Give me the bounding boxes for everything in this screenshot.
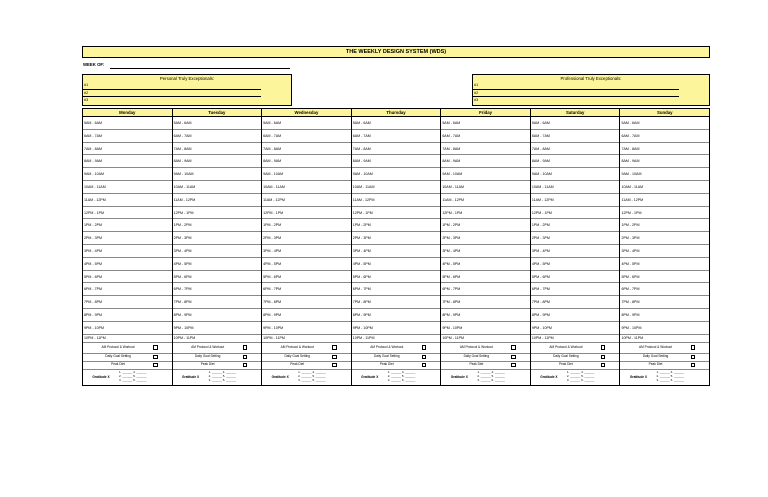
time-slot-cell[interactable]: 2PM - 3PM: [173, 232, 262, 245]
gratitude-line[interactable]: 3. ______ 6. ______: [387, 377, 416, 382]
gratitude-line[interactable]: 1. ______ 4. ______: [387, 370, 416, 375]
gratitude-lines[interactable]: [477, 371, 505, 382]
professional-line-2[interactable]: #2: [473, 90, 679, 98]
checklist-label: AM Protocol & Workout: [638, 344, 673, 349]
time-slot-cell[interactable]: 10AM - 11AM: [441, 181, 530, 194]
time-slot-cell[interactable]: 9PM - 10PM: [620, 322, 709, 335]
time-slot-cell[interactable]: 4PM - 5PM: [531, 258, 620, 271]
checkbox[interactable]: [422, 355, 427, 360]
time-slot-cell[interactable]: 6PM - 7PM: [620, 283, 709, 296]
time-slot-cell[interactable]: 8AM - 9AM: [352, 155, 441, 168]
checkbox[interactable]: [511, 363, 516, 368]
checkbox[interactable]: [243, 355, 248, 360]
time-slot-cell[interactable]: 7PM - 8PM: [352, 296, 441, 309]
gratitude-label: Gratitude X: [361, 375, 379, 380]
day-header: Sunday: [656, 110, 673, 115]
gratitude-line[interactable]: 2. ______ 5. ______: [566, 374, 595, 379]
week-of-field[interactable]: [110, 68, 290, 69]
day-column: [620, 117, 709, 385]
checklist-label: Peak Diet: [200, 362, 215, 367]
gratitude-line[interactable]: 1. ______ 4. ______: [656, 370, 684, 375]
personal-line-1[interactable]: #1: [83, 82, 261, 90]
time-slot-cell[interactable]: 7AM - 8AM: [262, 143, 351, 156]
weekly-design-sheet: [82, 46, 710, 386]
time-slot-cell[interactable]: 6AM - 7AM: [173, 130, 262, 143]
page-title: THE WEEKLY DESIGN SYSTEM (WDS): [82, 46, 710, 58]
checklist-label: AM Protocol & Workout: [370, 344, 404, 349]
time-slot-cell[interactable]: 12PM - 1PM: [173, 207, 262, 220]
time-slot-cell[interactable]: 6PM - 7PM: [441, 283, 530, 296]
time-slot-cell[interactable]: 10PM - 11PM: [352, 335, 441, 343]
day-header: Saturday: [531, 109, 621, 116]
time-slot-cell[interactable]: 4PM - 5PM: [262, 258, 351, 271]
time-slot-cell[interactable]: 5PM - 6PM: [262, 271, 351, 284]
gratitude-line[interactable]: 2. ______ 5. ______: [298, 374, 326, 379]
time-slot-cell[interactable]: 10PM - 11PM: [531, 335, 620, 343]
time-slot-cell[interactable]: 7AM - 8AM: [173, 143, 262, 156]
gratitude-line[interactable]: 2. ______ 5. ______: [119, 374, 147, 379]
time-slot-cell[interactable]: 10PM - 11PM: [83, 335, 172, 343]
checklist-row: [83, 354, 172, 362]
time-slot-cell[interactable]: 11AM - 12PM: [83, 194, 172, 207]
checklist-row: [441, 343, 530, 354]
professional-line-3[interactable]: #3: [474, 98, 479, 102]
professional-exceptionals-box: [472, 74, 710, 106]
personal-exceptionals-box: [82, 74, 292, 106]
time-slot-cell[interactable]: 5AM - 6AM: [531, 117, 620, 130]
time-slot-cell[interactable]: 7PM - 8PM: [620, 296, 709, 309]
gratitude-line[interactable]: 1. ______ 4. ______: [566, 370, 595, 375]
time-slot-cell[interactable]: 9PM - 10PM: [531, 322, 620, 335]
checklist-row: [173, 354, 262, 362]
time-slot-cell[interactable]: 8PM - 9PM: [531, 309, 620, 322]
weekly-schedule-grid: [82, 108, 710, 386]
checklist-label: Daily Goal Setting: [284, 354, 310, 359]
time-slot-cell[interactable]: 3PM - 4PM: [441, 245, 530, 258]
time-slot-cell[interactable]: 7PM - 8PM: [262, 296, 351, 309]
time-slot-cell[interactable]: 6PM - 7PM: [531, 283, 620, 296]
personal-exceptionals-header: Personal Truly Exceptionals:: [159, 76, 215, 81]
time-slot-cell[interactable]: 8AM - 9AM: [441, 155, 530, 168]
time-slot-cell[interactable]: 8PM - 9PM: [83, 309, 172, 322]
checkbox[interactable]: [332, 355, 337, 360]
day-header-row: [83, 109, 709, 117]
time-slot-cell[interactable]: 2PM - 3PM: [262, 232, 351, 245]
time-slot-cell[interactable]: 11AM - 12PM: [173, 194, 262, 207]
gratitude-lines[interactable]: [388, 371, 416, 382]
time-slot-cell[interactable]: 7AM - 8AM: [620, 143, 709, 156]
gratitude-lines[interactable]: [567, 371, 595, 382]
time-slot-cell[interactable]: 8AM - 9AM: [262, 155, 351, 168]
gratitude-line[interactable]: 1. ______ 4. ______: [208, 370, 237, 375]
time-slot-cell[interactable]: 12PM - 1PM: [83, 207, 172, 220]
checkbox[interactable]: [422, 345, 427, 350]
gratitude-line[interactable]: 3. ______ 6. ______: [298, 377, 326, 382]
time-slot-cell[interactable]: 11AM - 12PM: [620, 194, 709, 207]
checkbox[interactable]: [243, 345, 248, 350]
gratitude-line[interactable]: 3. ______ 6. ______: [119, 377, 147, 382]
day-header: Friday: [441, 109, 531, 116]
time-slot-cell[interactable]: 10AM - 11AM: [352, 181, 441, 194]
time-slot-cell[interactable]: 5PM - 6PM: [620, 271, 709, 284]
time-slot-cell[interactable]: 7AM - 8AM: [83, 143, 172, 156]
checklist-row: [262, 354, 351, 362]
time-slot-cell[interactable]: 1PM - 2PM: [173, 219, 262, 232]
time-slot-cell[interactable]: 7PM - 8PM: [441, 296, 530, 309]
gratitude-line[interactable]: 2. ______ 5. ______: [208, 374, 237, 379]
time-slot-cell[interactable]: 1PM - 2PM: [262, 219, 351, 232]
time-slot-cell[interactable]: 3PM - 4PM: [352, 245, 441, 258]
checklist-row: [531, 362, 620, 370]
checklist-label: AM Protocol & Workout: [459, 344, 493, 349]
time-slot-cell[interactable]: 7PM - 8PM: [83, 296, 172, 309]
checkbox[interactable]: [691, 363, 696, 368]
checklist-label: AM Protocol & Workout: [549, 344, 583, 349]
gratitude-label: Gratitude X: [629, 375, 648, 380]
time-slot-cell[interactable]: 6AM - 7AM: [441, 130, 530, 143]
checklist-label: Daily Goal Setting: [194, 354, 221, 359]
checklist-label: Peak Diet: [648, 362, 663, 367]
gratitude-row: [441, 370, 530, 385]
time-slot-cell[interactable]: 9AM - 10AM: [352, 168, 441, 181]
gratitude-row: [531, 370, 620, 385]
checkbox[interactable]: [511, 345, 516, 350]
checklist-row: [352, 343, 441, 354]
day-columns: [83, 117, 709, 385]
time-slot-cell[interactable]: 9PM - 10PM: [441, 322, 530, 335]
checklist-label: Daily Goal Setting: [642, 354, 669, 359]
time-slot-cell[interactable]: 6PM - 7PM: [352, 283, 441, 296]
checkbox[interactable]: [601, 363, 606, 368]
time-slot-cell[interactable]: 9PM - 10PM: [173, 322, 262, 335]
time-slot-cell[interactable]: 8PM - 9PM: [262, 309, 351, 322]
time-slot-cell[interactable]: 2PM - 3PM: [531, 232, 620, 245]
checklist-row: [83, 343, 172, 354]
checklist-label: AM Protocol & Workout: [191, 344, 225, 349]
time-slot-cell[interactable]: 11AM - 12PM: [352, 194, 441, 207]
checklist-row: [441, 354, 530, 362]
checklist-row: [441, 362, 530, 370]
gratitude-label: Gratitude X: [540, 375, 558, 380]
day-header: Monday: [83, 109, 173, 116]
time-slot-cell[interactable]: 1PM - 2PM: [620, 219, 709, 232]
time-slot-cell[interactable]: 5PM - 6PM: [83, 271, 172, 284]
time-slot-cell[interactable]: 10AM - 11AM: [83, 181, 172, 194]
time-slot-cell[interactable]: 9AM - 10AM: [441, 168, 530, 181]
time-slot-cell[interactable]: 1PM - 2PM: [531, 219, 620, 232]
time-slot-cell[interactable]: 11AM - 12PM: [441, 194, 530, 207]
time-slot-cell[interactable]: 10PM - 11PM: [620, 335, 709, 343]
gratitude-label: Gratitude X: [181, 375, 200, 380]
time-slot-cell[interactable]: 4PM - 5PM: [441, 258, 530, 271]
checklist-row: [262, 343, 351, 354]
day-column: [352, 117, 442, 385]
checklist-label: Daily Goal Setting: [463, 354, 490, 359]
gratitude-lines[interactable]: [298, 371, 326, 382]
time-slot-cell[interactable]: 6AM - 7AM: [531, 130, 620, 143]
time-slot-cell[interactable]: 5AM - 6AM: [173, 117, 262, 130]
checkbox[interactable]: [601, 345, 606, 350]
time-slot-cell[interactable]: 6PM - 7PM: [173, 283, 262, 296]
gratitude-lines[interactable]: [656, 371, 684, 382]
time-slot-cell[interactable]: 7PM - 8PM: [531, 296, 620, 309]
checklist-row: [173, 343, 262, 354]
day-header: Tuesday: [173, 109, 263, 116]
time-slot-cell[interactable]: 4PM - 5PM: [620, 258, 709, 271]
time-slot-cell[interactable]: 6AM - 7AM: [262, 130, 351, 143]
gratitude-row: [83, 370, 172, 385]
time-slot-cell[interactable]: 12PM - 1PM: [441, 207, 530, 220]
gratitude-line[interactable]: 2. ______ 5. ______: [477, 374, 505, 379]
checkbox[interactable]: [601, 355, 606, 360]
gratitude-line[interactable]: 1. ______ 4. ______: [298, 370, 326, 375]
day-header: Thursday: [352, 109, 442, 116]
gratitude-line[interactable]: 3. ______ 6. ______: [656, 377, 684, 382]
checklist-row: [531, 343, 620, 354]
checklist-row: [352, 354, 441, 362]
time-slot-cell[interactable]: 5PM - 6PM: [531, 271, 620, 284]
week-of-label: WEEK OF:: [83, 62, 105, 67]
time-slot-cell[interactable]: 4PM - 5PM: [173, 258, 262, 271]
gratitude-line[interactable]: 2. ______ 5. ______: [387, 374, 416, 379]
gratitude-line[interactable]: 1. ______ 4. ______: [119, 370, 147, 375]
time-slot-cell[interactable]: 9AM - 10AM: [173, 168, 262, 181]
time-slot-cell[interactable]: 1PM - 2PM: [441, 219, 530, 232]
gratitude-line[interactable]: 2. ______ 5. ______: [656, 374, 684, 379]
checkbox[interactable]: [243, 363, 248, 368]
time-slot-cell[interactable]: 11AM - 12PM: [262, 194, 351, 207]
time-slot-cell[interactable]: 5AM - 6AM: [352, 117, 441, 130]
time-slot-cell[interactable]: 10AM - 11AM: [173, 181, 262, 194]
exceptionals-row: [82, 74, 710, 106]
time-slot-cell[interactable]: 1PM - 2PM: [352, 219, 441, 232]
time-slot-cell[interactable]: 9PM - 10PM: [83, 322, 172, 335]
time-slot-cell[interactable]: 8PM - 9PM: [173, 309, 262, 322]
checkbox[interactable]: [153, 345, 158, 350]
time-slot-cell[interactable]: 10AM - 11AM: [262, 181, 351, 194]
gratitude-line[interactable]: 3. ______ 6. ______: [566, 377, 595, 382]
checkbox[interactable]: [153, 363, 158, 368]
time-slot-cell[interactable]: 9AM - 10AM: [83, 168, 172, 181]
day-column: [262, 117, 352, 385]
time-slot-cell[interactable]: 10PM - 11PM: [441, 335, 530, 343]
time-slot-cell[interactable]: 8PM - 9PM: [441, 309, 530, 322]
time-slot-cell[interactable]: 9PM - 10PM: [262, 322, 351, 335]
gratitude-label: Gratitude X: [450, 375, 468, 380]
time-slot-cell[interactable]: 8AM - 9AM: [173, 155, 262, 168]
checkbox[interactable]: [511, 355, 516, 360]
time-slot-cell[interactable]: 5AM - 6AM: [83, 117, 172, 130]
day-column: [531, 117, 621, 385]
time-slot-cell[interactable]: 3PM - 4PM: [83, 245, 172, 258]
time-slot-cell[interactable]: 12PM - 1PM: [262, 207, 351, 220]
time-slot-cell[interactable]: 10PM - 11PM: [173, 335, 262, 343]
checkbox[interactable]: [422, 363, 427, 368]
personal-line-3[interactable]: #3: [84, 98, 89, 102]
checklist-label: Peak Diet: [111, 362, 125, 367]
checkbox[interactable]: [332, 363, 337, 368]
time-slot-cell[interactable]: 2PM - 3PM: [352, 232, 441, 245]
week-of-row: [82, 58, 710, 72]
gratitude-lines[interactable]: [209, 371, 237, 382]
gratitude-lines[interactable]: [119, 371, 147, 382]
gratitude-row: [262, 370, 351, 385]
checklist-label: Daily Goal Setting: [553, 354, 579, 359]
time-slot-cell[interactable]: 9AM - 10AM: [531, 168, 620, 181]
time-slot-cell[interactable]: 6AM - 7AM: [620, 130, 709, 143]
gratitude-label: Gratitude X: [92, 375, 110, 380]
time-slot-cell[interactable]: 8AM - 9AM: [620, 155, 709, 168]
time-slot-cell[interactable]: 4PM - 5PM: [352, 258, 441, 271]
checkbox[interactable]: [691, 355, 696, 360]
time-slot-cell[interactable]: 8PM - 9PM: [620, 309, 709, 322]
day-column: [173, 117, 263, 385]
checklist-label: Daily Goal Setting: [105, 354, 131, 359]
gratitude-row: [352, 370, 441, 385]
personal-line-2[interactable]: #2: [83, 90, 261, 98]
time-slot-cell[interactable]: 1PM - 2PM: [83, 219, 172, 232]
time-slot-cell[interactable]: 10AM - 11AM: [620, 181, 709, 194]
time-slot-cell[interactable]: 5PM - 6PM: [173, 271, 262, 284]
time-slot-cell[interactable]: 3PM - 4PM: [173, 245, 262, 258]
checklist-row: [620, 362, 709, 370]
checklist-label: Peak Diet: [379, 362, 394, 367]
time-slot-cell[interactable]: 6PM - 7PM: [262, 283, 351, 296]
gratitude-label: Gratitude X: [271, 375, 289, 380]
time-slot-cell[interactable]: 4PM - 5PM: [83, 258, 172, 271]
time-slot-cell[interactable]: 6AM - 7AM: [83, 130, 172, 143]
time-slot-cell[interactable]: 5PM - 6PM: [441, 271, 530, 284]
checklist-row: [173, 362, 262, 370]
checklist-label: AM Protocol & Workout: [101, 344, 135, 349]
time-slot-cell[interactable]: 9AM - 10AM: [620, 168, 709, 181]
gratitude-line[interactable]: 3. ______ 6. ______: [208, 377, 237, 382]
time-slot-cell[interactable]: 7PM - 8PM: [173, 296, 262, 309]
time-slot-cell[interactable]: 5AM - 6AM: [262, 117, 351, 130]
time-slot-cell[interactable]: 5PM - 6PM: [352, 271, 441, 284]
checklist-row: [620, 343, 709, 354]
checklist-label: Peak Diet: [469, 362, 484, 367]
day-header: Wednesday: [262, 109, 352, 116]
checklist-row: [262, 362, 351, 370]
time-slot-cell[interactable]: 6AM - 7AM: [352, 130, 441, 143]
time-slot-cell[interactable]: 3PM - 4PM: [262, 245, 351, 258]
professional-line-1[interactable]: #1: [473, 82, 679, 90]
gratitude-line[interactable]: 3. ______ 6. ______: [477, 377, 505, 382]
time-slot-cell[interactable]: 7AM - 8AM: [531, 143, 620, 156]
day-column: [83, 117, 173, 385]
checklist-row: [83, 362, 172, 370]
day-column: [441, 117, 531, 385]
checkbox[interactable]: [153, 355, 158, 360]
checkbox[interactable]: [332, 345, 337, 350]
gratitude-row: [620, 370, 709, 385]
time-slot-cell[interactable]: 6PM - 7PM: [83, 283, 172, 296]
checklist-label: Peak Diet: [290, 362, 305, 367]
professional-exceptionals-header: Professional Truly Exceptionals:: [560, 76, 622, 81]
checklist-label: Daily Goal Setting: [374, 354, 400, 359]
time-slot-cell[interactable]: 12PM - 1PM: [531, 207, 620, 220]
time-slot-cell[interactable]: 11AM - 12PM: [531, 194, 620, 207]
time-slot-cell[interactable]: 12PM - 1PM: [620, 207, 709, 220]
time-slot-cell[interactable]: 2PM - 3PM: [441, 232, 530, 245]
checklist-label: AM Protocol & Workout: [280, 344, 314, 349]
time-slot-cell[interactable]: 2PM - 3PM: [620, 232, 709, 245]
time-slot-cell[interactable]: 8PM - 9PM: [352, 309, 441, 322]
time-slot-cell[interactable]: 7AM - 8AM: [352, 143, 441, 156]
checkbox[interactable]: [691, 345, 696, 350]
time-slot-cell[interactable]: 9PM - 10PM: [352, 322, 441, 335]
checklist-row: [352, 362, 441, 370]
time-slot-cell[interactable]: 9AM - 10AM: [262, 168, 351, 181]
time-slot-cell[interactable]: 10PM - 11PM: [262, 335, 351, 343]
time-slot-cell[interactable]: 7AM - 8AM: [441, 143, 530, 156]
time-slot-cell[interactable]: 10AM - 11AM: [531, 181, 620, 194]
time-slot-cell[interactable]: 5AM - 6AM: [441, 117, 530, 130]
checklist-row: [531, 354, 620, 362]
time-slot-cell[interactable]: 3PM - 4PM: [531, 245, 620, 258]
time-slot-cell[interactable]: 8AM - 9AM: [531, 155, 620, 168]
time-slot-cell[interactable]: 8AM - 9AM: [83, 155, 172, 168]
time-slot-cell[interactable]: 5AM - 6AM: [620, 117, 709, 130]
checklist-row: [620, 354, 709, 362]
checklist-label: Peak Diet: [559, 362, 573, 367]
time-slot-cell[interactable]: 2PM - 3PM: [83, 232, 172, 245]
time-slot-cell[interactable]: 12PM - 1PM: [352, 207, 441, 220]
gratitude-line[interactable]: 1. ______ 4. ______: [477, 370, 505, 375]
time-slot-cell[interactable]: 3PM - 4PM: [620, 245, 709, 258]
gratitude-row: [173, 370, 262, 385]
